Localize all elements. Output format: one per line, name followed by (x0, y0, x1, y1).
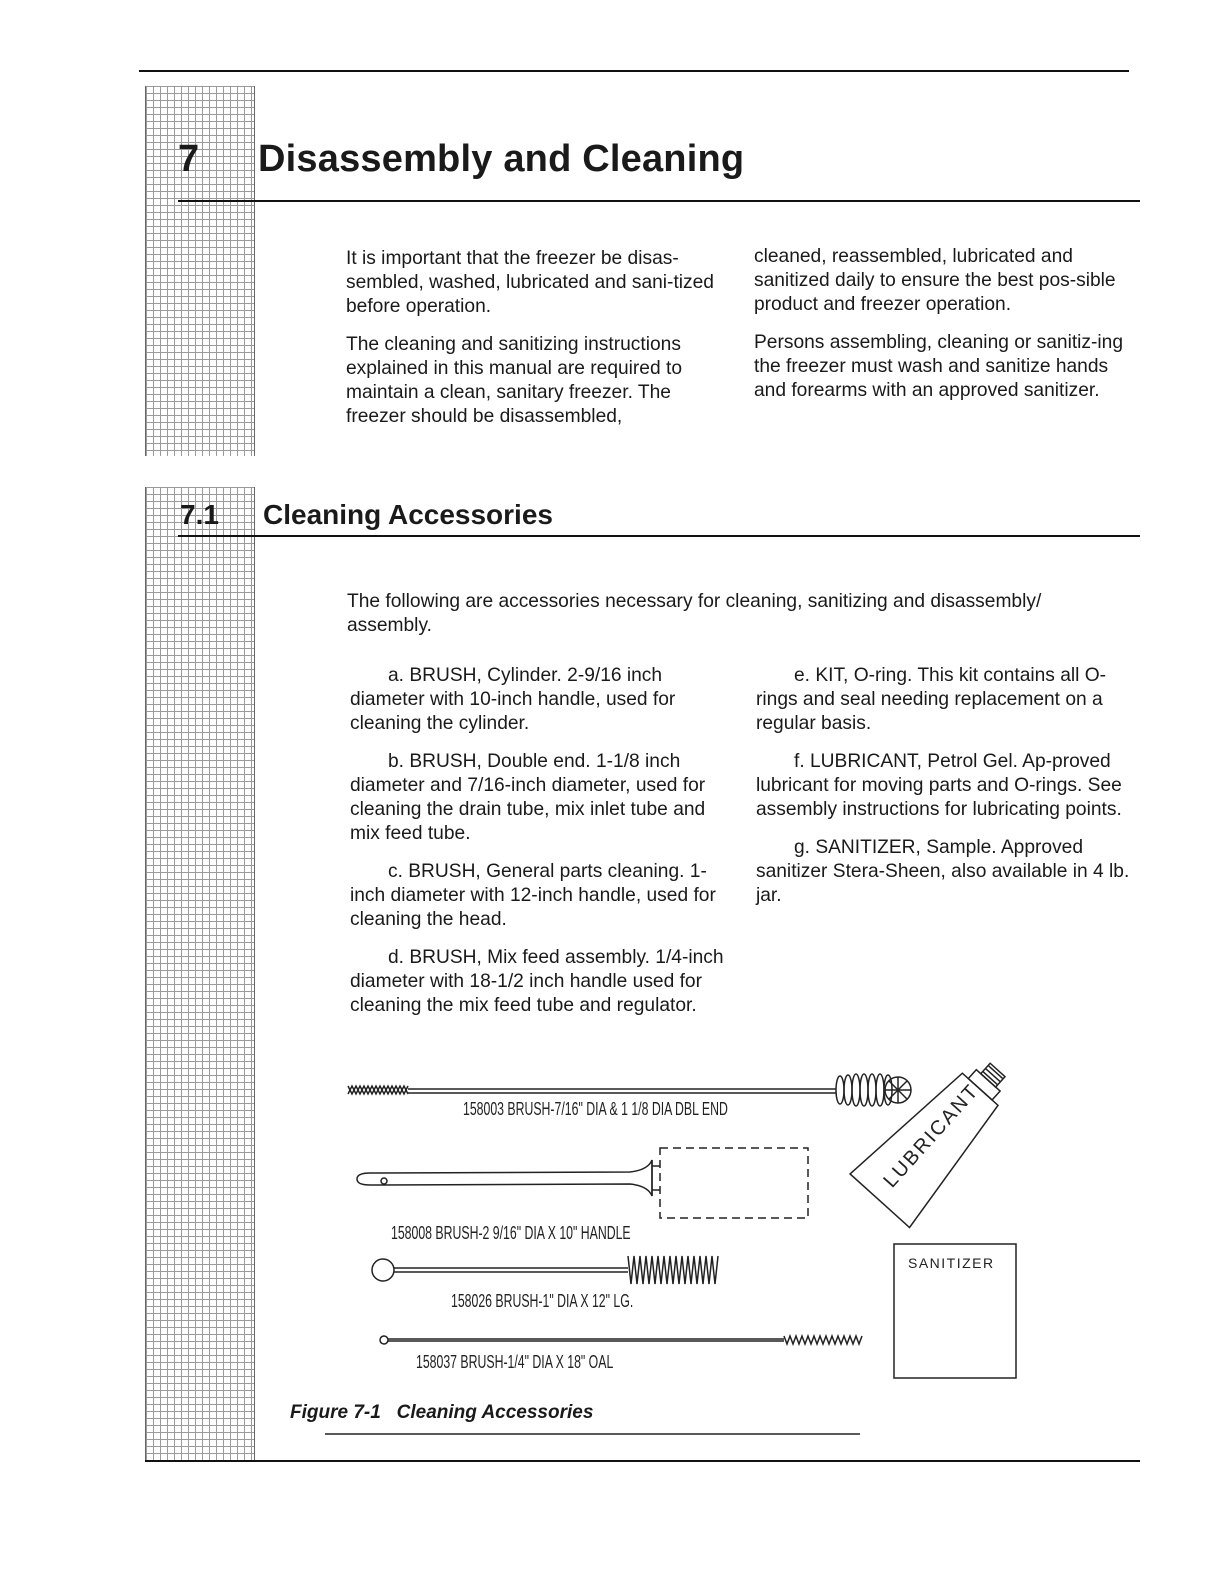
subsection-title: Cleaning Accessories (263, 499, 553, 530)
lubricant-label: LUBRICANT (879, 1079, 984, 1193)
section-number: 7 (178, 138, 200, 180)
sanitizer-label: SANITIZER (908, 1255, 995, 1271)
subsection-number: 7.1 (180, 499, 219, 530)
page-title: Disassembly and Cleaning (258, 138, 745, 180)
paragraph: It is important that the freezer be disas-sembled, washed, lubricated and sani-tized before operation. (346, 248, 714, 317)
brush3-label: 158026 BRUSH-1" DIA X 12" LG. (451, 1291, 634, 1312)
list-item: d. BRUSH, Mix feed assembly. 1/4-inch diameter with 18-1/2 inch handle used for cleaning the mix feed tube and regulator. (350, 947, 724, 1016)
list-item: c. BRUSH, General parts cleaning. 1-inch diameter with 12-inch handle, used for cleaning the head. (350, 861, 716, 930)
figure-caption: Figure 7-1 Cleaning Accessories (290, 1402, 594, 1423)
list-item: a. BRUSH, Cylinder. 2-9/16 inch diameter with 10-inch handle, used for cleaning the cylinder. (350, 665, 676, 734)
brush4-label: 158037 BRUSH-1/4" DIA X 18" OAL (415, 1352, 614, 1373)
subsection-intro: The following are accessories necessary for cleaning, sanitizing and disassembly/ assembly. (347, 591, 1042, 636)
brush2-label: 158008 BRUSH-2 9/16" DIA X 10" HANDLE (391, 1223, 631, 1244)
mix-feed-brush-icon (380, 1336, 862, 1344)
paragraph: cleaned, reassembled, lubricated and sanitized daily to ensure the best pos-sible product and freezer operation. (754, 246, 1116, 315)
list-item: e. KIT, O-ring. This kit contains all O-rings and seal needing replacement on a regular basis. (756, 665, 1107, 734)
bottom-rule (145, 1460, 1140, 1462)
cylinder-brush-icon (357, 1148, 808, 1218)
brush1-label: 158003 BRUSH-7/16" DIA & 1 1/8 DIA DBL END (462, 1099, 728, 1120)
list-item: g. SANITIZER, Sample. Approved sanitizer Stera-Sheen, also available in 4 lb. jar. (756, 837, 1130, 906)
paragraph: Persons assembling, cleaning or sanitiz-ing the freezer must wash and sanitize hands and forearms with an approved sanitizer. (754, 332, 1124, 401)
paragraph: The cleaning and sanitizing instructions explained in this manual are required to maintain a clean, sanitary freezer. The freezer should be disassembled, (346, 334, 682, 427)
list-item: b. BRUSH, Double end. 1-1/8 inch diameter and 7/16-inch diameter, used for cleaning the drain tube, mix inlet tube and mix feed tube. (350, 751, 706, 844)
general-parts-brush-icon (372, 1256, 718, 1284)
list-item: f. LUBRICANT, Petrol Gel. Ap-proved lubricant for moving parts and O-rings. See assembly instructions for lubricating points. (756, 751, 1122, 820)
